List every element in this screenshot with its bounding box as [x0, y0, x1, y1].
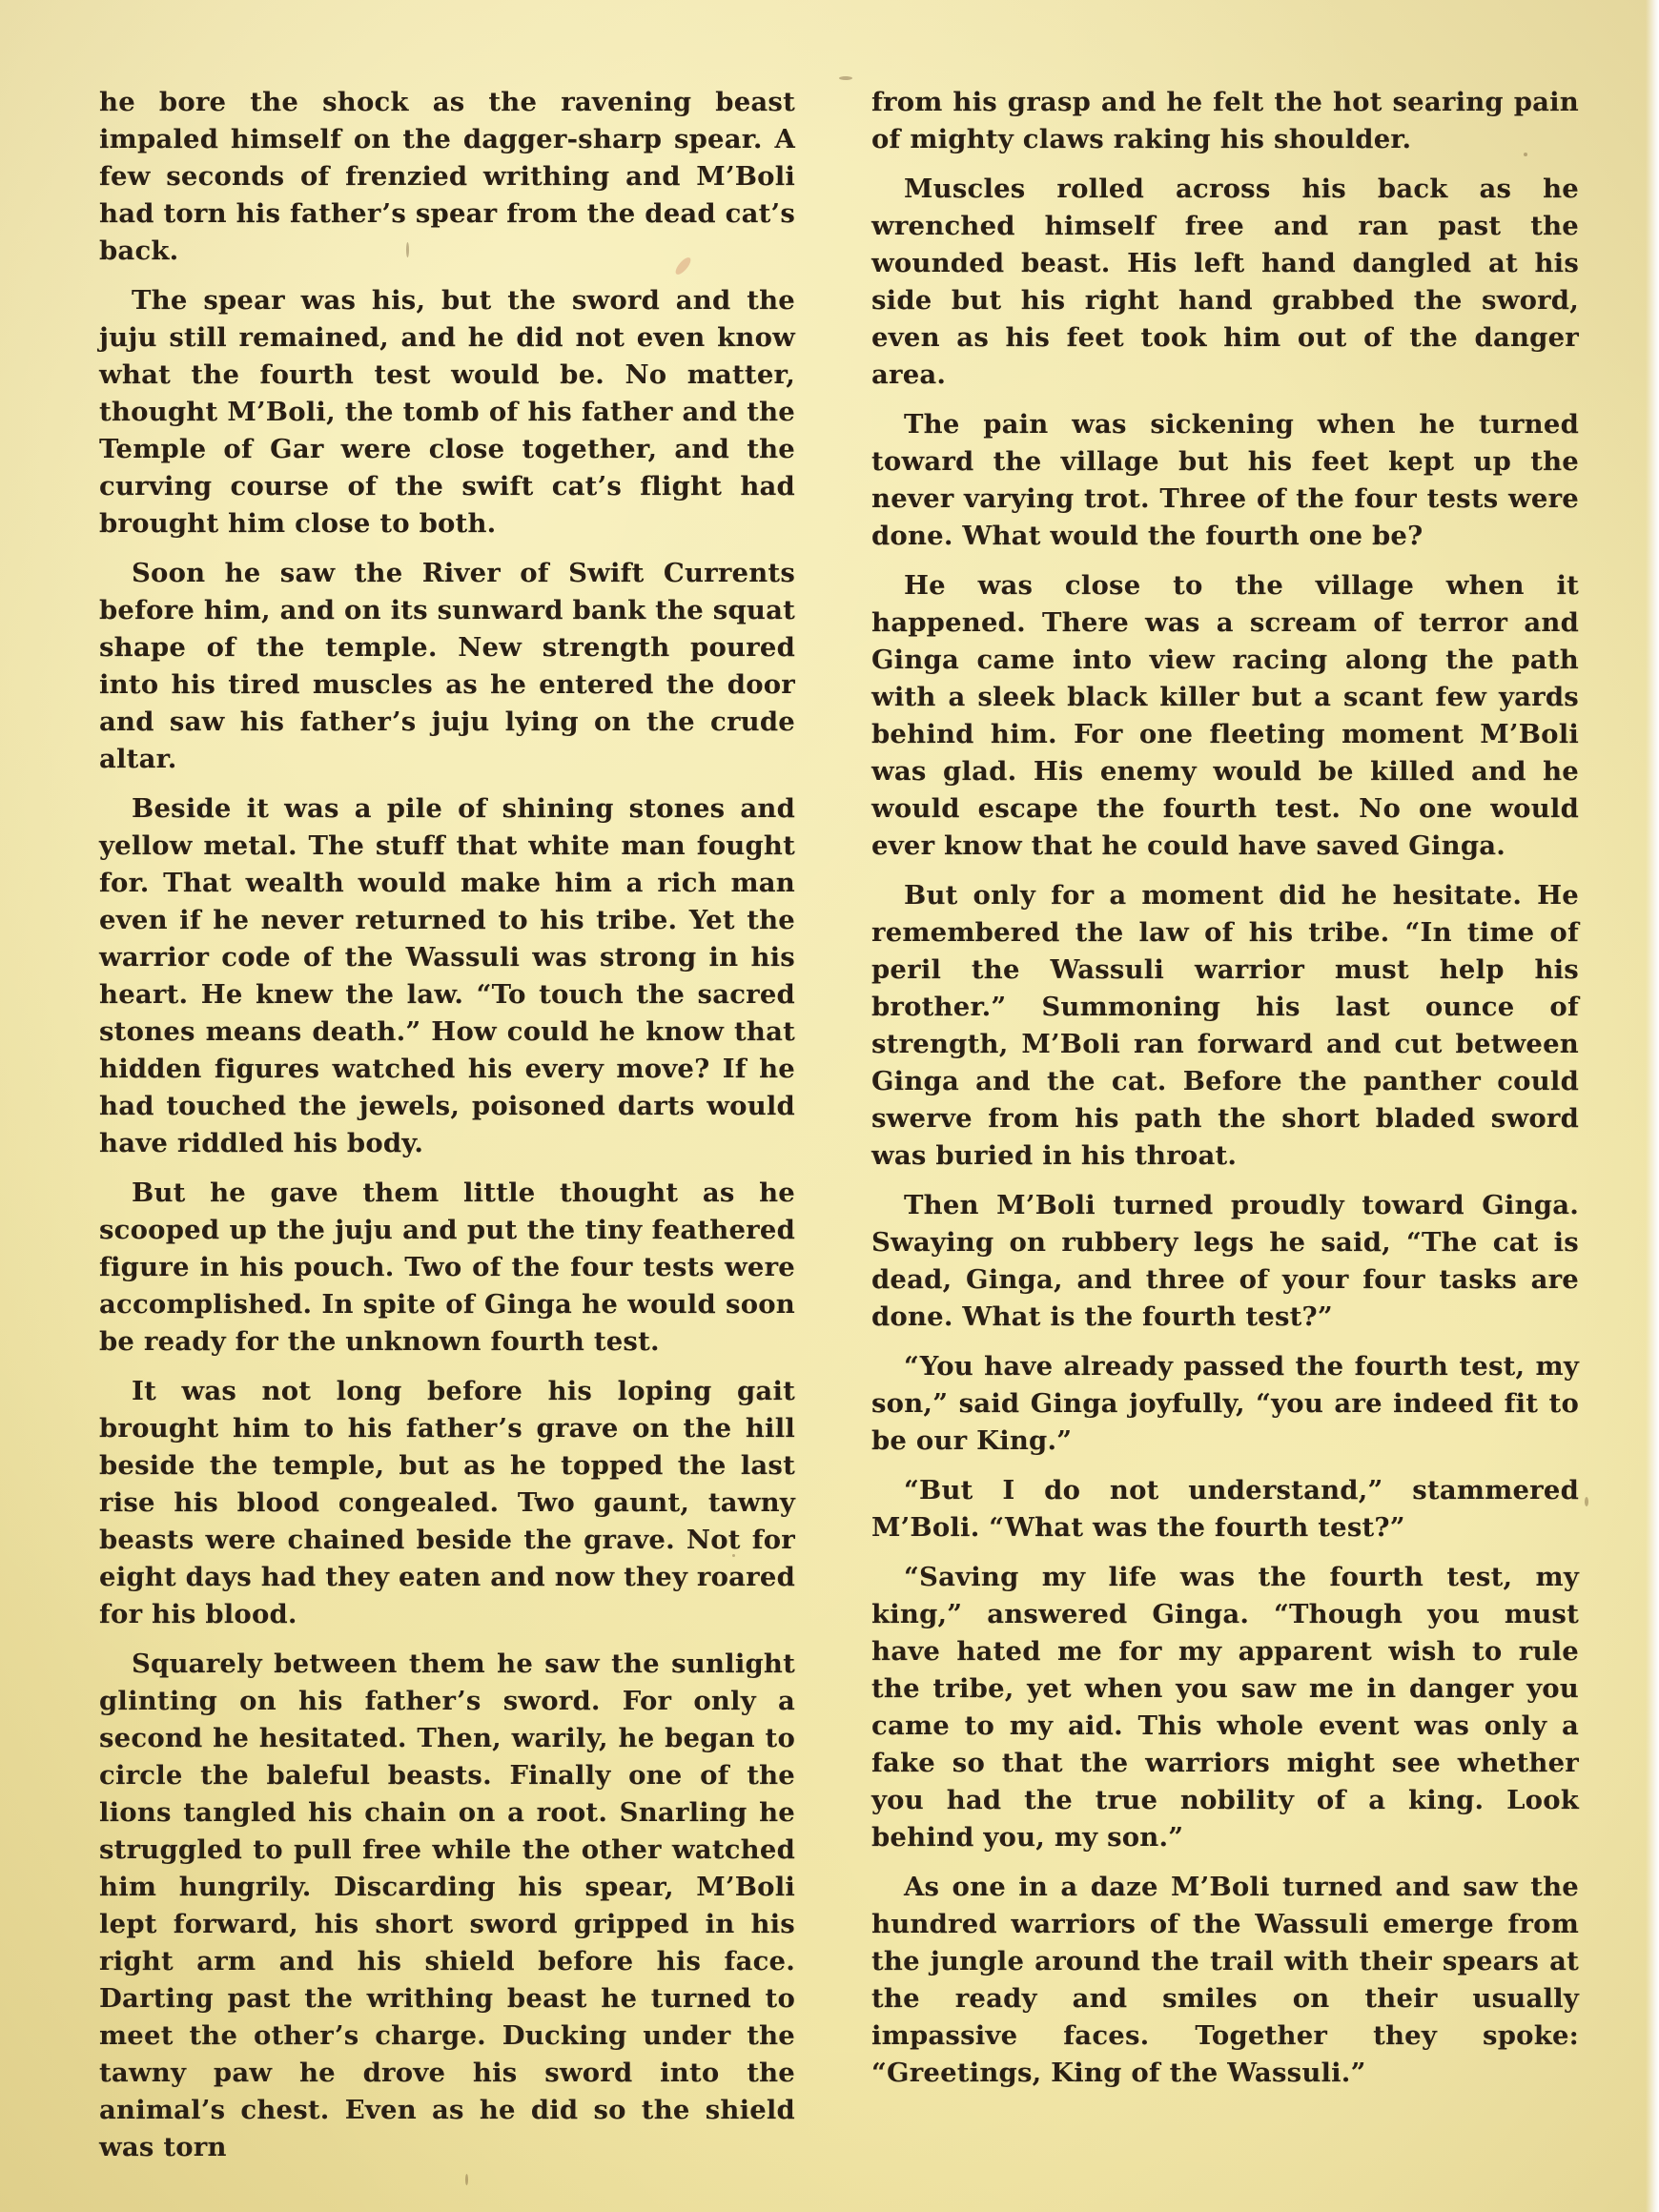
paragraph: “You have already passed the fourth test, my son,” said Ginga joyfully, “you are indeed fit to be our King.”	[871, 1351, 1579, 1456]
paragraph: from his grasp and he felt the hot searing pain of mighty claws raking his shoulder.	[871, 87, 1579, 154]
right-column	[871, 84, 1579, 2104]
paragraph: Then M’Boli turned proudly toward Ginga. Swaying on rubbery legs he said, “The cat is dead, Ginga, and three of your four tasks are done. What is the fourth test?”	[871, 1190, 1579, 1332]
paper-speck	[1524, 153, 1527, 156]
left-column	[99, 84, 795, 2179]
paragraph: As one in a daze M’Boli turned and saw the hundred warriors of the Wassuli emerge from the jungle around the trail with their spears at the ready and smiles on their usually impassive faces. Together they spoke: “Greetings, King of the Wassuli.”	[871, 1872, 1579, 2088]
paragraph: He was close to the village when it happened. There was a scream of terror and Ginga came into view racing along the path with a sleek black killer but a scant few yards behind him. For one fleeting moment M’Boli was glad. His enemy would be killed and he would escape the fourth test. No one would ever know that he could have saved Ginga.	[871, 570, 1579, 861]
paragraph: Muscles rolled across his back as he wrenched himself free and ran past the wounded beast. His left hand dangled at his side but his right hand grabbed the sword, even as his feet took him out of the danger area.	[871, 174, 1579, 390]
paragraph: It was not long before his loping gait brought him to his father’s grave on the hill beside the temple, but as he topped the last rise his blood congealed. Two gaunt, tawny beasts were chained beside the grave. Not for eight days had they eaten and now they roared for his blood.	[99, 1376, 795, 1629]
paragraph: The spear was his, but the sword and the juju still remained, and he did not even know what the fourth test would be. No matter, thought M’Boli, the tomb of his father and the Temple of Gar were close together, and the curving course of the swift cat’s flight had brought him close to both.	[99, 285, 795, 539]
paragraph: “But I do not understand,” stammered M’Boli. “What was the fourth test?”	[871, 1475, 1579, 1543]
paragraph: “Saving my life was the fourth test, my king,” answered Ginga. “Though you must have hated me for my apparent wish to rule the tribe, yet when you saw me in danger you came to my aid. This whole event was only a fake so that the warriors might see whether you had the true nobility of a king. Look behind you, my son.”	[871, 1562, 1579, 1853]
page-edge	[1646, 0, 1659, 2212]
paper-speck	[465, 2174, 468, 2185]
paper-speck	[406, 242, 409, 257]
paragraph: But he gave them little thought as he scooped up the juju and put the tiny feathered figure in his pouch. Two of the four tests were accomplished. In spite of Ginga he would soon be ready for the unknown fourth test.	[99, 1178, 795, 1357]
paragraph: But only for a moment did he hesitate. He remembered the law of his tribe. “In time of peril the Wassuli warrior must help his brother.” Summoning his last ounce of strength, M’Boli ran forward and cut between Ginga and the cat. Before the panther could swerve from his path the short bladed sword was buried in his throat.	[871, 880, 1579, 1171]
paragraph: he bore the shock as the ravening beast impaled himself on the dagger-sharp spear. A few seconds of frenzied writhing and M’Boli had torn his father’s spear from the dead cat’s back.	[99, 87, 795, 266]
paper-speck	[732, 1554, 735, 1557]
paragraph: Beside it was a pile of shining stones and yellow metal. The stuff that white man fought for. That wealth would make him a rich man even if he never returned to his tribe. Yet the warrior code of the Wassuli was strong in his heart. He knew the law. “To touch the sacred stones means death.” How could he know that hidden figures watched his every move? If he had touched the jewels, poisoned darts would have riddled his body.	[99, 793, 795, 1158]
paragraph: Squarely between them he saw the sunlight glinting on his father’s sword. For only a second he hesitated. Then, warily, he began to circle the baleful beasts. Finally one of the lions tangled his chain on a root. Snarling he struggled to pull free while the other watched him hungrily. Discarding his spear, M’Boli lept forward, his short sword gripped in his right arm and his shield before his face. Darting past the writhing beast he turned to meet the other’s charge. Ducking under the tawny paw he drove his sword into the animal’s chest. Even as he did so the shield was torn	[99, 1649, 795, 2162]
paragraph: The pain was sickening when he turned toward the village but his feet kept up the never varying trot. Three of the four tests were done. What would the fourth one be?	[871, 409, 1579, 551]
paper-speck	[1585, 1497, 1588, 1506]
paper-speck	[839, 76, 852, 80]
paragraph: Soon he saw the River of Swift Currents before him, and on its sunward bank the squat shape of the temple. New strength poured into his tired muscles as he entered the door and saw his father’s juju lying on the crude altar.	[99, 558, 795, 774]
